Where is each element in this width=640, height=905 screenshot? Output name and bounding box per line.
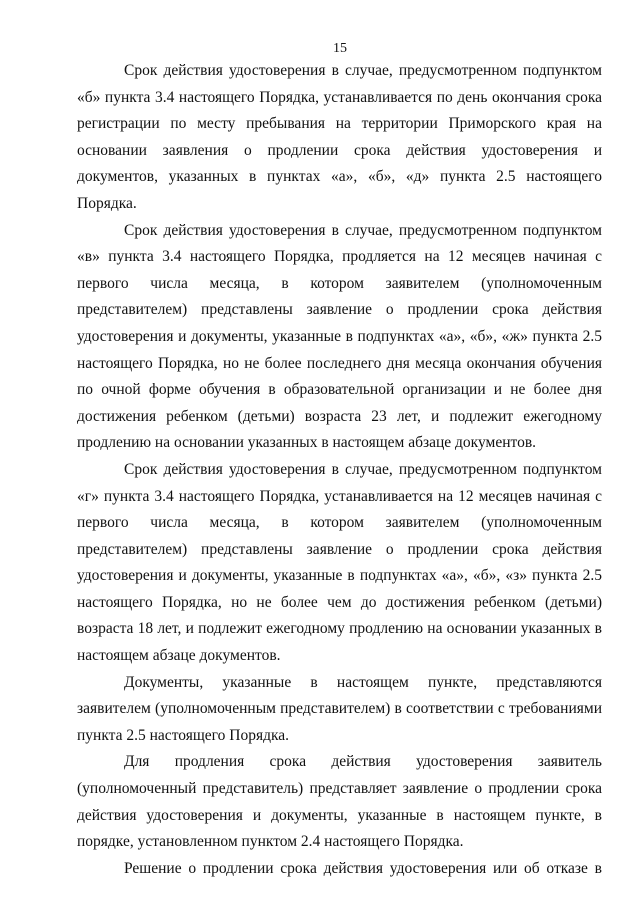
document-body <box>77 58 602 882</box>
paragraph-term-subpoint-g: Срок действия удостоверения в случае, предусмотренном подпунктом «г» пункта 3.4 настоящего Порядка, устанавливается на 12 месяцев начиная с первого числа месяца, в котором заявителем (уполномоченным представителем) представлены заявление о продлении срока действия удостоверения и документы, указанные в подпунктах «а», «б», «з» пункта 2.5 настоящего Порядка, но не более чем до достижения ребенком (детьми) возраста 18 лет, и подлежит ежегодному продлению на основании указанных в настоящем абзаце документов. <box>77 460 602 665</box>
paragraph-term-subpoint-v: Срок действия удостоверения в случае, предусмотренном подпунктом «в» пункта 3.4 настоящего Порядка, продляется на 12 месяцев начиная с первого числа месяца, в котором заявителем (уполномоченным представителем) представлены заявление о продлении срока действия удостоверения и документы, указанные в подпунктах «а», «б», «ж» пункта 2.5 настоящего Порядка, но не более последнего дня месяца окончания обучения по очной форме обучения в образовательной организации и не более дня достижения ребенком (детьми) возраста 23 лет, и подлежит ежегодному продлению на основании указанных в настоящем абзаце документов. <box>77 221 602 452</box>
paragraph-decision-continued: Решение о продлении срока действия удостоверения или об отказе в <box>124 859 602 877</box>
page-number: 15 <box>333 41 347 56</box>
paragraph-term-subpoint-b: Срок действия удостоверения в случае, предусмотренном подпунктом «б» пункта 3.4 настоящего Порядка, устанавливается по день окончания срока регистрации по месту пребывания на территории Приморского края на основании заявления о продлении срока действия удостоверения и документов, указанных в пунктах «а», «б», «д» пункта 2.5 настоящего Порядка. <box>77 62 602 212</box>
paragraph-documents-submission: Документы, указанные в настоящем пункте, представляются заявителем (уполномоченным представителем) в соответствии с требованиями пункта 2.5 настоящего Порядка. <box>77 673 602 744</box>
paragraph-extension-procedure: Для продления срока действия удостоверения заявитель (уполномоченный представитель) представляет заявление о продлении срока действия удостоверения и документы, указанные в настоящем пункте, в порядке, установленном пунктом 2.4 настоящего Порядка. <box>77 753 602 851</box>
